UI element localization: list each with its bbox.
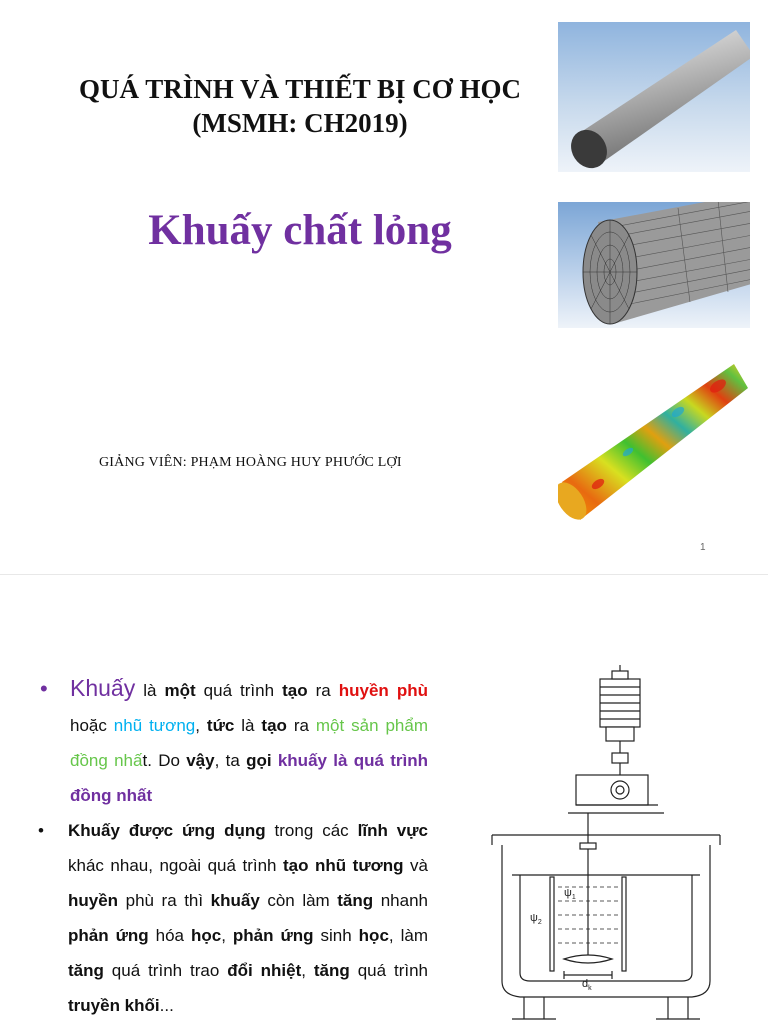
course-title-line1: QUÁ TRÌNH VÀ THIẾT BỊ CƠ HỌC	[78, 74, 522, 104]
topic-title: Khuấy chất lỏng	[148, 207, 452, 254]
cylinder-mesh-image	[558, 202, 750, 328]
svg-text:ψ1	[564, 887, 576, 901]
page-number: 1	[700, 542, 706, 553]
lecturer-name: GIẢNG VIÊN: PHẠM HOÀNG HUY PHƯỚC LỢI	[99, 455, 402, 470]
psi1-label: ψ	[564, 887, 572, 899]
bullet-list	[38, 671, 428, 1023]
bullet-applications-text: Khuấy được ứng dụng trong các lĩnh vực khác nhau, ngoài quá trình tạo nhũ tương và huyền phù ra thì khuấy còn làm tăng nhanh phản ứng hóa học, phản ứng sinh học, làm tăng quá trình trao đổi nhiệt, tăng quá trình truyền khối...	[68, 821, 428, 1015]
stirred-tank-diagram	[472, 663, 740, 1024]
bullet-marker: •	[38, 821, 44, 840]
dk-label: d	[582, 978, 589, 990]
course-code: (MSMH: CH2019)	[192, 108, 408, 138]
psi1-subscript: 1	[571, 894, 576, 901]
bullet-applications	[38, 813, 428, 1023]
gearbox	[576, 775, 648, 805]
bullet-definition-text: Khuấy là một quá trình tạo ra huyền phù hoặc nhũ tương, tức là tạo ra một sản phẩm đồng nhất. Do vậy, ta gọi khuấy là quá trình đồng nhất	[70, 675, 429, 805]
dk-subscript: k	[588, 985, 592, 992]
psi2-label: ψ	[530, 912, 538, 924]
course-title	[40, 72, 560, 140]
bullet-definition	[38, 671, 428, 813]
slide-content	[0, 575, 768, 1024]
cylinder-rod-image	[558, 22, 750, 172]
svg-text:ψ2	[530, 912, 542, 926]
psi2-subscript: 2	[537, 919, 542, 926]
cfd-contour-image	[558, 352, 750, 528]
bullet-marker: •	[40, 676, 48, 701]
svg-text:dk	[582, 978, 592, 992]
